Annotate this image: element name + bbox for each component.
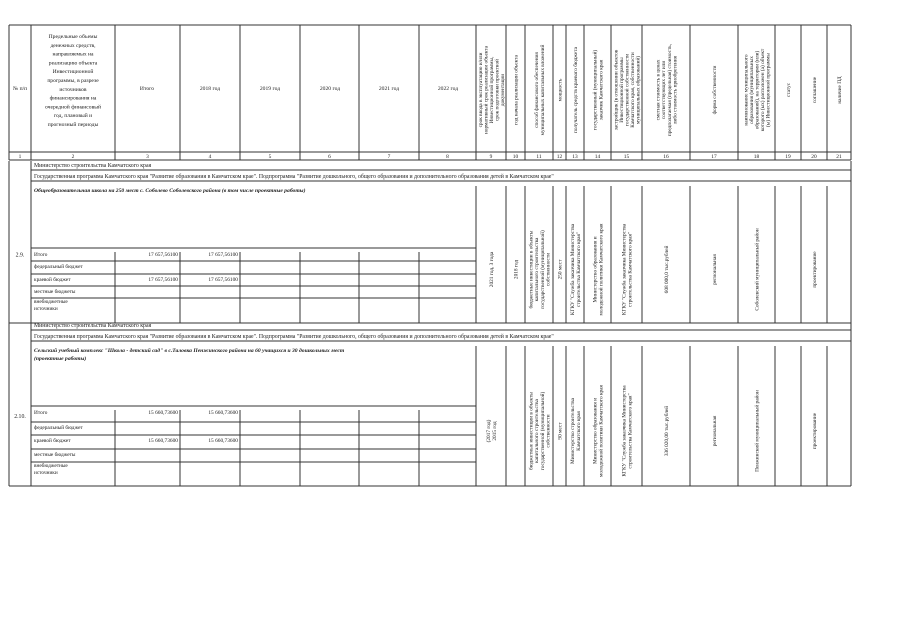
detail-v11-value: капитального строительства [534, 237, 541, 302]
header-rot-14-line: государственный (муниципальный) [592, 49, 599, 131]
object-title: (проектные работы) [34, 356, 87, 362]
header-col-total: Итого [139, 86, 155, 92]
detail-v15-value: КГКУ "Служба заказчика Министерства [621, 385, 628, 477]
table-text [13, 33, 843, 477]
funding-label: источники [34, 470, 58, 476]
funding-label: краевой бюджет [34, 277, 71, 283]
header-col-funds-line: Инвестиционной [52, 69, 94, 76]
funding-total-value: 17 657,56100 [148, 277, 178, 283]
column-number: 18 [753, 154, 760, 161]
header-rot-18-line: (ы) Инвестиционной программы [765, 53, 772, 127]
detail-v11-value: государственной (муниципальной) [539, 230, 546, 309]
column-number: 20 [811, 154, 817, 161]
detail-v14-value: молодежной политики Камчатского края [598, 223, 605, 316]
header-col-funds-line: финансирования на [49, 95, 97, 102]
detail-v16-value: 336 020,00 тыс.рублей [664, 405, 670, 457]
column-number: 10 [512, 154, 519, 161]
funding-label: местные бюджеты [34, 452, 76, 458]
header-rot-16-line: предполагаемая (предельная) стоимость, [666, 43, 673, 137]
row-number: 2.9. [15, 252, 25, 259]
header-rot-18-line: которого (ых) расположен (а) объект [760, 48, 767, 132]
detail-v13-value: КГКУ "Служба заказчика Министерства [570, 223, 577, 316]
header-rot-9-line: Инвестиционной программы, [489, 56, 495, 124]
detail-v13-value: Министерство строительства [570, 397, 577, 465]
detail-v9-value: 2021 год, 3 года [489, 251, 495, 288]
detail-v17-value: региональная [712, 415, 718, 447]
header-rot-9-line: срок ввода в эксплуатацию и/или [477, 52, 484, 128]
column-number: 15 [623, 154, 630, 161]
header-rot-16-line: соответствующих лет или [661, 60, 668, 120]
header-rot-9-line: документации [500, 73, 507, 107]
column-number: 9 [489, 154, 493, 161]
header-rot-18-line: наименование муниципального [743, 54, 750, 126]
header-col-funds-line: реализацию объекта [48, 60, 98, 67]
program-name: Государственная программа Камчатского края "Развитие образования в Камчатском крае". Подпрограмма "Развитие дошкольного, общего образования и дополнительного образования детей в Камчатском крае" [34, 174, 554, 180]
header-col-funds-line: источников [59, 86, 87, 93]
column-number: 7 [387, 154, 391, 161]
header-rot-16-line: сметная стоимость в ценах [655, 59, 662, 121]
detail-v13-value: строительства Камчатского края" [575, 231, 582, 308]
row-number: 2.10. [14, 414, 26, 420]
header-rot-11-line: муниципальных капитальных вложений [539, 44, 546, 136]
detail-v11-value: собственности [545, 252, 552, 287]
detail-v14-value: Министерство образования и [592, 236, 599, 303]
header-rot-9-line: нормативный срок реализации объекта [483, 45, 490, 135]
header-col-funds-line: очередной финансовый [45, 104, 101, 111]
funding-label: краевой бюджет [34, 438, 71, 444]
ministry-name: Министерство строительства Камчатского края [34, 163, 152, 169]
column-number: 5 [268, 154, 272, 161]
funding-total-value: 15 660,73600 [148, 438, 178, 444]
header-rot-15-line: Инвестиционной программы [618, 57, 625, 123]
detail-v15-value: строительства Камчатского края" [627, 393, 634, 469]
funding-label: источники [34, 306, 58, 312]
header-year: 2020 год [319, 86, 341, 92]
header-rot-19-line: статус [786, 82, 792, 98]
header-rot-13-line: получатель средств краевого бюджета [573, 47, 579, 133]
header-col-funds-line: прогнозный периоды [47, 122, 99, 128]
header-col-funds-line: год, плановый и [53, 113, 93, 120]
funding-label: Итого [34, 252, 48, 258]
column-number: 3 [146, 154, 149, 161]
header-rot-15-line: муниципальных образований) [635, 55, 642, 125]
detail-v11-value: государственной (муниципальной) [539, 391, 546, 471]
column-number: 16 [663, 154, 669, 161]
header-col-funds-line: Предельные объемы [48, 34, 98, 40]
header-rot-16-line: либо стоимость приобретения [672, 55, 679, 125]
funding-2018-value: 15 660,73600 [208, 410, 238, 416]
header-rot-11-line: способ финансового обеспечения [534, 52, 541, 128]
column-number: 1 [18, 154, 22, 161]
column-number: 12 [556, 154, 563, 161]
column-number: 14 [594, 154, 601, 161]
object-title: Сельский учебный комплекс "Школа - детский сад" в с.Таловка Пенжинского района на 60 учащихся и 30 дошкольных мест [34, 348, 345, 354]
header-rot-17-line: форма собственности [712, 65, 718, 115]
detail-v14-value: молодежной политики Камчатского края [598, 385, 605, 477]
detail-v11-value: собственности [545, 414, 552, 448]
funding-label: внебюджетные [34, 463, 68, 469]
column-number: 2 [71, 154, 75, 161]
detail-v11-value: бюджетные инвестиции в объекты [528, 230, 535, 309]
detail-v12-value: 90 мест [557, 422, 564, 440]
detail-v18-value: Соболевский муниципальный район [754, 228, 761, 311]
detail-v12-value: 250 мест [557, 259, 564, 280]
funding-label: федеральный бюджет [34, 425, 83, 431]
detail-v11-value: капитального строительства [534, 399, 541, 463]
header-rot-10-line: год начала реализации объекта [513, 55, 520, 125]
detail-v16-value: 608 000,0 тыс.рублей [664, 245, 670, 294]
detail-v15-value: КГКУ "Служба заказчика Министерства [621, 223, 628, 316]
header-rot-18-line: образований), на территории (или) [754, 50, 761, 130]
detail-v18-value: Пенжинский муниципальный район [754, 390, 761, 472]
header-year: 2019 год [259, 86, 281, 92]
header-col-funds-line: направляемых на [52, 51, 94, 58]
detail-v14-value: Министерство образования и [592, 397, 599, 465]
column-number: 13 [572, 154, 578, 161]
header-year: 2021 год [378, 86, 400, 92]
header-rot-15-line: Камчатского края, собственности [630, 52, 637, 128]
column-number: 4 [208, 154, 212, 161]
funding-2018-value: 17 657,56100 [208, 252, 238, 258]
detail-v11-value: бюджетные инвестиции в объекты [528, 392, 535, 470]
column-number: 8 [446, 154, 449, 161]
detail-v9-value: 2015 год [491, 421, 498, 441]
column-number: 6 [328, 154, 331, 161]
column-number: 21 [836, 154, 842, 161]
funding-label: местные бюджеты [34, 289, 76, 295]
ministry-name: Министерство строительства Камчатского края [34, 323, 152, 329]
header-col-funds-line: денежных средств, [50, 42, 96, 49]
header-rot-14-line: заказчик Камчатского края [598, 59, 605, 121]
detail-v20-value: проектирование [812, 412, 818, 450]
header-rot-9-line: срок подготовки проектной [494, 58, 501, 122]
header-rot-20-line: соглашение [812, 76, 818, 104]
column-number: 17 [711, 154, 717, 161]
detail-v20-value: проектирование [812, 251, 818, 288]
header-year: 2018 год [199, 86, 221, 92]
column-number: 11 [536, 154, 542, 161]
program-name: Государственная программа Камчатского края "Развитие образования в Камчатском крае". Подпрограмма "Развитие дошкольного, общего образования и дополнительного образования детей в Камчатском крае" [34, 334, 554, 340]
detail-v15-value: строительства Камчатского края" [627, 231, 634, 308]
table-grid [9, 25, 851, 486]
funding-label: внебюджетные [34, 299, 68, 305]
header-rot-18-line: образования (муниципальных [748, 56, 755, 124]
funding-total-value: 17 657,56100 [148, 252, 178, 258]
header-rot-21-line: наличие ПД [837, 76, 843, 104]
header-col-funds-line: программы, в разрезе [47, 78, 99, 84]
column-number: 19 [785, 154, 791, 161]
funding-label: федеральный бюджет [34, 264, 83, 270]
detail-v10-value: 2018 год [513, 259, 520, 280]
object-title: Общеобразовательная школа на 250 мест с. Соболево Соболевского района (в том числе проектные работы) [34, 188, 306, 194]
detail-v9-value: (2017 год) [486, 419, 493, 443]
funding-2018-value: 15 660,73600 [208, 438, 238, 444]
header-year: 2022 год [437, 86, 459, 92]
funding-total-value: 15 660,73600 [148, 410, 178, 416]
funding-2018-value: 17 657,56100 [208, 277, 238, 283]
header-rot-15-line: застройщик (в отношении объектов [613, 49, 620, 131]
header-rot-12-line: мощность [557, 78, 564, 102]
header-rot-15-line: государственной собственности [624, 53, 631, 127]
header-col-no: № п/п [12, 86, 28, 92]
funding-label: Итого [34, 410, 48, 416]
detail-v13-value: Камчатского края [575, 411, 582, 451]
detail-v17-value: региональная [712, 254, 718, 285]
